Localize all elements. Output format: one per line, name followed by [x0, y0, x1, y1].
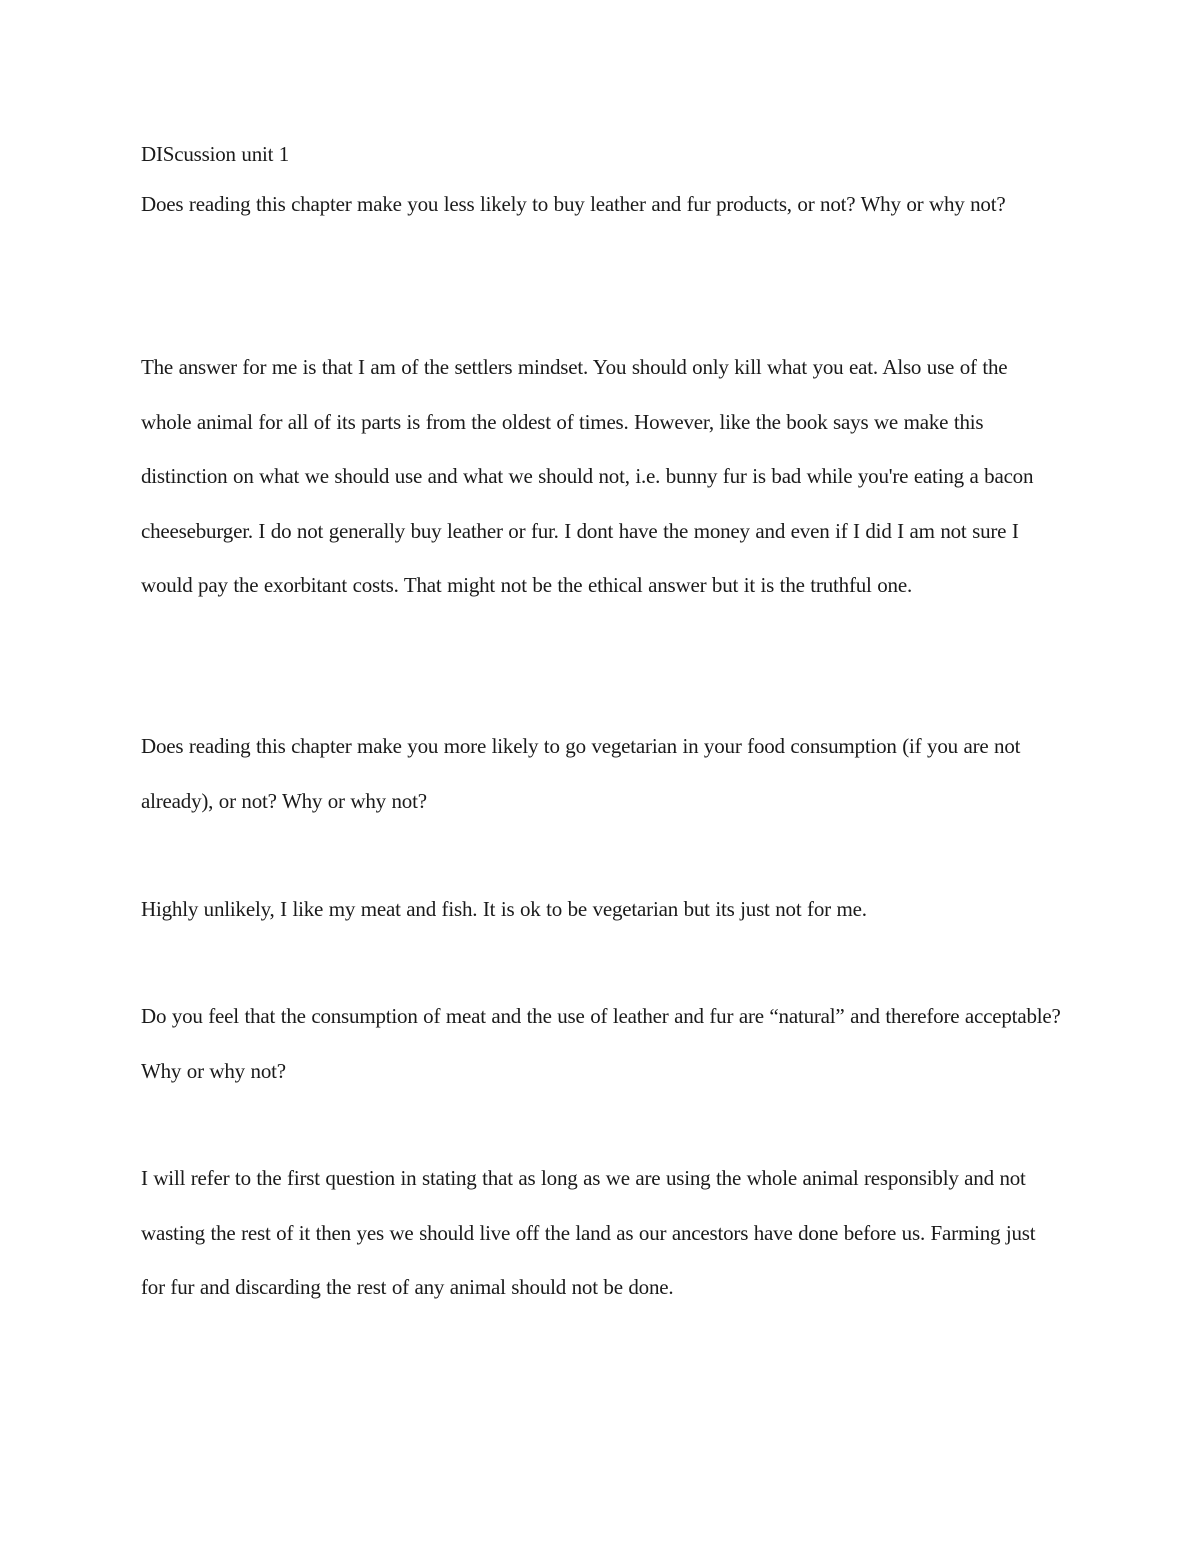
document-title: DIScussion unit 1 [141, 142, 290, 166]
question-1: Does reading this chapter make you less likely to buy leather and fur products, or not? Why or why not? [141, 192, 1006, 216]
answer-2: Highly unlikely, I like my meat and fish. It is ok to be vegetarian but its just not for me. [141, 897, 867, 921]
answer-3: I will refer to the first question in stating that as long as we are using the whole animal responsibly and not wasting the rest of it then yes we should live off the land as our ancestors have done before us. Farming just for fur and discarding the rest of any animal should not be done. [141, 1166, 1036, 1299]
answer-1: The answer for me is that I am of the settlers mindset. You should only kill what you eat. Also use of the whole animal for all of its parts is from the oldest of times. However, like the book says we make this distinction on what we should use and what we should not, i.e. bunny fur is bad while you're eating a bacon cheeseburger. I do not generally buy leather or fur. I dont have the money and even if I did I am not sure I would pay the exorbitant costs. That might not be the ethical answer but it is the truthful one. [141, 355, 1034, 597]
question-2: Does reading this chapter make you more likely to go vegetarian in your food consumption (if you are not already), or not? Why or why not? [141, 734, 1021, 813]
question-3: Do you feel that the consumption of meat and the use of leather and fur are “natural” and therefore acceptable? Why or why not? [141, 1004, 1061, 1083]
